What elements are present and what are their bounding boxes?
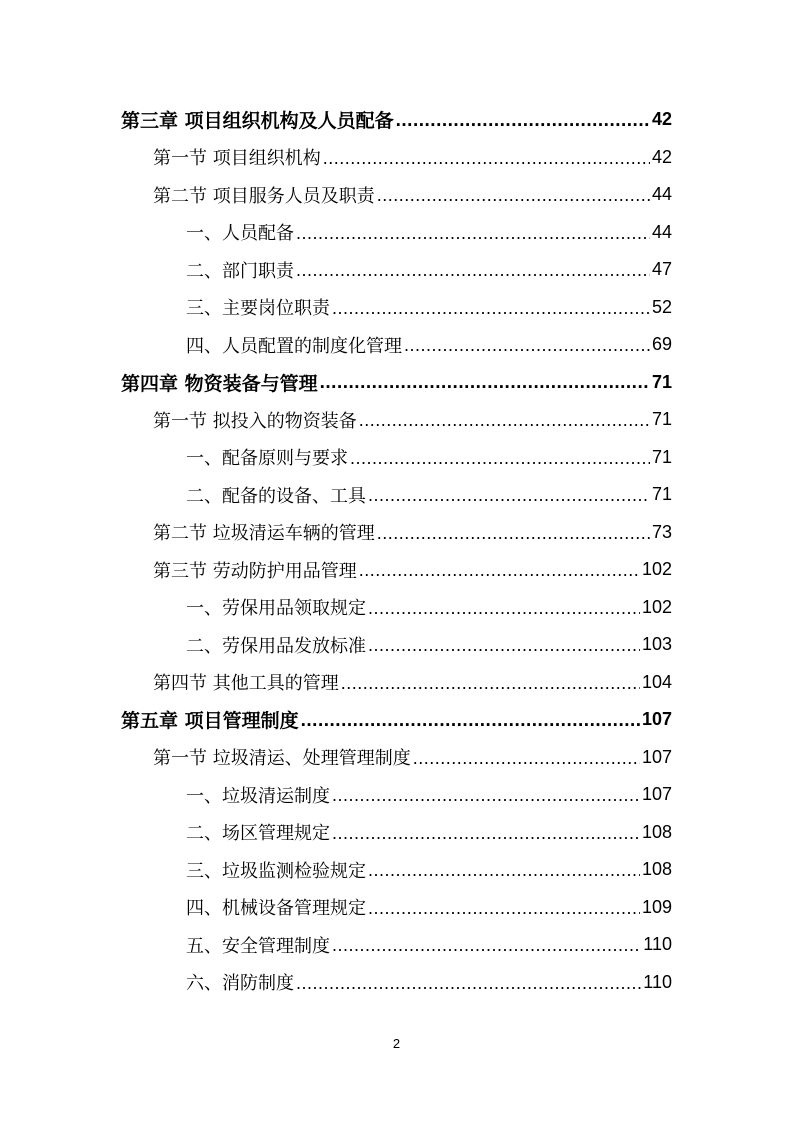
toc-leader-dots — [296, 223, 650, 244]
toc-leader-dots — [332, 785, 640, 806]
toc-leader-dots — [368, 485, 650, 506]
toc-entry-title: 第二节 垃圾清运车辆的管理 — [153, 523, 375, 545]
toc-entry-section[interactable] — [0, 401, 793, 439]
toc-entry-title: 四、机械设备管理规定 — [186, 898, 366, 920]
toc-entry-page: 71 — [651, 371, 672, 392]
toc-leader-dots — [350, 448, 650, 469]
toc-entry-subsection[interactable] — [0, 289, 793, 327]
toc-entry-page: 71 — [651, 446, 672, 467]
toc-entry-title: 三、主要岗位职责 — [186, 298, 330, 320]
toc-leader-dots — [332, 823, 640, 844]
toc-entry-chapter-5[interactable] — [0, 701, 793, 739]
toc-entry-page: 71 — [651, 484, 672, 505]
toc-entry-page: 107 — [641, 746, 672, 767]
toc-entry-chapter-4[interactable] — [0, 364, 793, 402]
toc-entry-subsection[interactable] — [0, 626, 793, 664]
toc-entry-section[interactable] — [0, 664, 793, 702]
toc-entry-page: 42 — [651, 146, 672, 167]
toc-entry-title: 第一节 项目组织机构 — [153, 148, 321, 170]
toc-leader-dots — [332, 935, 641, 956]
toc-entry-title: 四、人员配置的制度化管理 — [186, 335, 402, 357]
toc-entry-section[interactable] — [0, 176, 793, 214]
toc-entry-subsection[interactable] — [0, 476, 793, 514]
toc-entry-title: 一、人员配备 — [186, 223, 294, 245]
toc-leader-dots — [413, 748, 640, 769]
toc-entry-title: 六、消防制度 — [186, 973, 294, 995]
toc-entry-title: 一、垃圾清运制度 — [186, 785, 330, 807]
toc-entry-subsection[interactable] — [0, 964, 793, 1002]
toc-entry-subsection[interactable] — [0, 439, 793, 477]
toc-entry-title: 二、配备的设备、工具 — [186, 485, 366, 507]
toc-entry-subsection[interactable] — [0, 889, 793, 927]
table-of-contents — [0, 101, 793, 1001]
toc-entry-section[interactable] — [0, 139, 793, 177]
toc-entry-subsection[interactable] — [0, 589, 793, 627]
toc-entry-section[interactable] — [0, 551, 793, 589]
toc-entry-title: 一、配备原则与要求 — [186, 448, 348, 470]
toc-entry-page: 104 — [641, 671, 672, 692]
toc-leader-dots — [323, 148, 650, 169]
toc-leader-dots — [296, 973, 641, 994]
toc-leader-dots — [320, 372, 650, 394]
toc-entry-page: 107 — [641, 784, 672, 805]
toc-entry-page: 71 — [651, 409, 672, 430]
toc-entry-title: 第三章 项目组织机构及人员配备 — [121, 110, 394, 133]
toc-leader-dots — [368, 635, 640, 656]
toc-entry-subsection[interactable] — [0, 251, 793, 289]
toc-leader-dots — [404, 335, 650, 356]
toc-entry-page: 52 — [651, 296, 672, 317]
toc-entry-title: 二、部门职责 — [186, 260, 294, 282]
toc-entry-title: 五、安全管理制度 — [186, 935, 330, 957]
toc-leader-dots — [368, 860, 640, 881]
toc-leader-dots — [368, 598, 640, 619]
toc-entry-subsection[interactable] — [0, 776, 793, 814]
toc-leader-dots — [301, 710, 640, 732]
toc-entry-subsection[interactable] — [0, 814, 793, 852]
toc-leader-dots — [368, 898, 640, 919]
toc-entry-title: 第三节 劳动防护用品管理 — [153, 560, 357, 582]
toc-entry-title: 三、垃圾监测检验规定 — [186, 860, 366, 882]
toc-entry-subsection[interactable] — [0, 326, 793, 364]
toc-entry-page: 102 — [641, 559, 672, 580]
toc-entry-title: 第四章 物资装备与管理 — [121, 372, 318, 395]
toc-leader-dots — [341, 673, 640, 694]
toc-leader-dots — [396, 110, 650, 132]
toc-entry-title: 二、劳保用品发放标准 — [186, 635, 366, 657]
toc-entry-page: 44 — [651, 221, 672, 242]
page-number: 2 — [392, 1036, 401, 1051]
toc-leader-dots — [359, 410, 650, 431]
toc-entry-page: 69 — [651, 334, 672, 355]
toc-entry-page: 109 — [641, 896, 672, 917]
toc-leader-dots — [332, 298, 650, 319]
toc-entry-section[interactable] — [0, 514, 793, 552]
toc-entry-title: 第四节 其他工具的管理 — [153, 673, 339, 695]
toc-entry-page: 108 — [641, 821, 672, 842]
toc-leader-dots — [377, 185, 650, 206]
toc-leader-dots — [377, 523, 650, 544]
toc-entry-section[interactable] — [0, 739, 793, 777]
toc-entry-subsection[interactable] — [0, 926, 793, 964]
toc-entry-page: 73 — [651, 521, 672, 542]
toc-entry-page: 110 — [643, 934, 672, 955]
toc-entry-title: 一、劳保用品领取规定 — [186, 598, 366, 620]
toc-entry-title: 第五章 项目管理制度 — [121, 710, 299, 733]
toc-entry-page: 107 — [641, 709, 672, 730]
toc-entry-page: 102 — [641, 596, 672, 617]
toc-entry-title: 二、场区管理规定 — [186, 823, 330, 845]
toc-leader-dots — [359, 560, 640, 581]
toc-entry-page: 44 — [651, 184, 672, 205]
toc-entry-title: 第一节 垃圾清运、处理管理制度 — [153, 748, 411, 770]
toc-leader-dots — [296, 260, 650, 281]
toc-entry-title: 第二节 项目服务人员及职责 — [153, 185, 375, 207]
toc-entry-page: 108 — [641, 859, 672, 880]
toc-entry-subsection[interactable] — [0, 214, 793, 252]
toc-entry-chapter-3[interactable] — [0, 101, 793, 139]
toc-entry-page: 103 — [641, 634, 672, 655]
toc-entry-subsection[interactable] — [0, 851, 793, 889]
toc-entry-title: 第一节 拟投入的物资装备 — [153, 410, 357, 432]
toc-entry-page: 110 — [643, 971, 672, 992]
toc-entry-page: 42 — [651, 109, 672, 130]
toc-entry-page: 47 — [651, 259, 672, 280]
